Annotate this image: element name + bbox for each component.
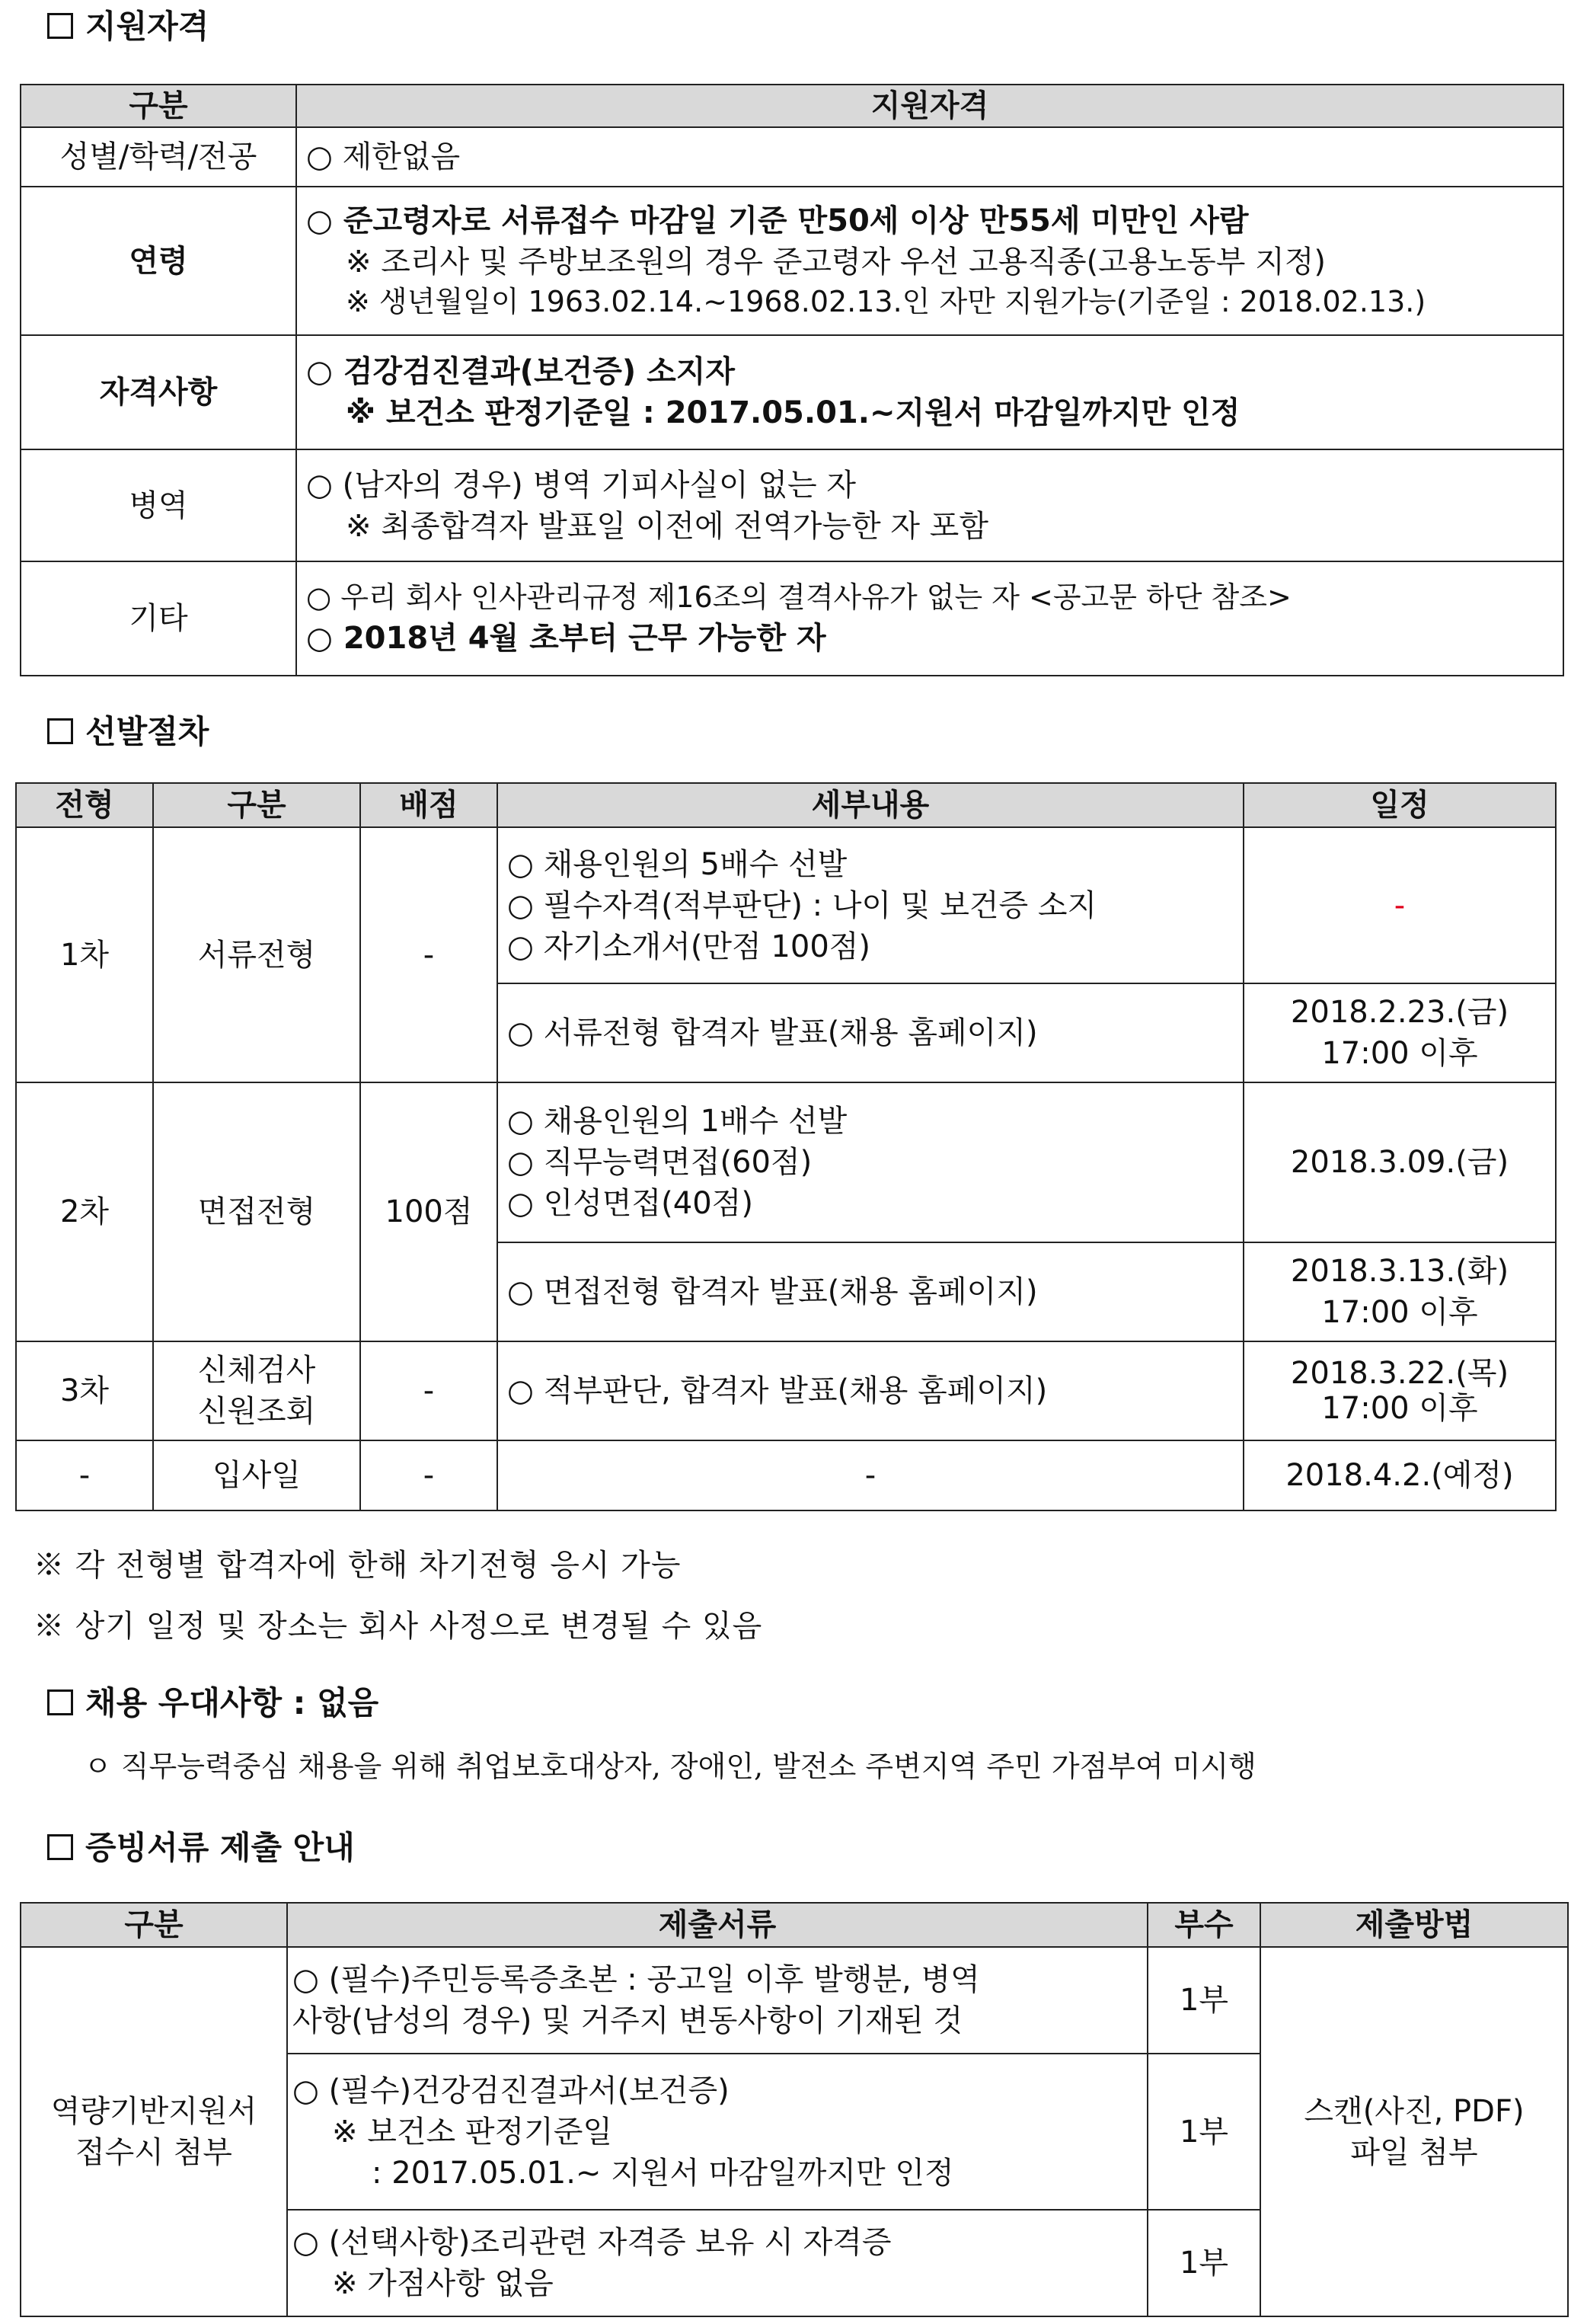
document-item: ○ (필수)건강검진결과서(보건증) ※ 보건소 판정기준일 : 2017.05.01.~ 지원서 마감일까지만 인정 <box>287 2054 1148 2210</box>
row-content: ○ (남자의 경우) 병역 기피사실이 없는 자 ※ 최종합격자 발표일 이전에 전역가능한 자 포함 <box>296 449 1563 561</box>
stage-detail: ○ 서류전형 합격자 발표(채용 홈페이지) <box>497 983 1244 1082</box>
heading-text: 증빙서류 제출 안내 <box>85 1829 355 1866</box>
stage-name: 서류전형 <box>153 827 360 1082</box>
stage-detail: ○ 적부판단, 합격자 발표(채용 홈페이지) <box>497 1341 1244 1440</box>
stage-detail: - <box>497 1440 1244 1510</box>
stage-score: - <box>360 1440 497 1510</box>
stage-number: 3차 <box>16 1341 153 1440</box>
document-item: ○ (필수)주민등록증초본 : 공고일 이후 발행분, 병역 사항(남성의 경우) 및 거주지 변동사항이 기재된 것 <box>287 1947 1148 2054</box>
preference-note: ㅇ 직무능력중심 채용을 위해 취업보호대상자, 장애인, 발전소 주변지역 주민 가점부여 미시행 <box>84 1750 1257 1783</box>
stage-name: 면접전형 <box>153 1082 360 1341</box>
row-content: ○ 준고령자로 서류접수 마감일 기준 만50세 이상 만55세 미만인 사람 ※ 조리사 및 주방보조원의 경우 준고령자 우선 고용직종(고용노동부 지정) ※ 생년월일이 1963.02.14.~1968.02.13.인 자만 지원가능(기준일 : 2018.02.13.) <box>296 187 1563 335</box>
row-label: 연령 <box>21 187 296 335</box>
checkbox-icon <box>47 718 73 744</box>
table-header: 전형 <box>16 783 153 827</box>
table-header: 세부내용 <box>497 783 1244 827</box>
selection-table <box>15 782 1557 1511</box>
stage-date: 2018.3.22.(목) 17:00 이후 <box>1244 1341 1556 1440</box>
heading-text: 선발절차 <box>85 713 209 750</box>
stage-score: - <box>360 1341 497 1440</box>
row-label: 기타 <box>21 561 296 676</box>
note-line: ※ 상기 일정 및 장소는 회사 사정으로 변경될 수 있음 <box>34 1609 763 1644</box>
table-header: 제출서류 <box>287 1903 1148 1947</box>
table-header: 제출방법 <box>1260 1903 1568 1947</box>
stage-detail: ○ 채용인원의 5배수 선발 ○ 필수자격(적부판단) : 나이 및 보건증 소지 ○ 자기소개서(만점 100점) <box>497 827 1244 983</box>
table-header: 일정 <box>1244 783 1556 827</box>
stage-score: 100점 <box>360 1082 497 1341</box>
table-header: 구분 <box>21 85 296 127</box>
section-heading-selection <box>47 713 209 750</box>
stage-date: 2018.2.23.(금) 17:00 이후 <box>1244 983 1556 1082</box>
stage-number: 2차 <box>16 1082 153 1341</box>
stage-date: 2018.3.09.(금) <box>1244 1082 1556 1242</box>
document-category: 역량기반지원서 접수시 첨부 <box>21 1947 287 2316</box>
section-heading-preference <box>47 1684 379 1721</box>
stage-detail: ○ 채용인원의 1배수 선발 ○ 직무능력면접(60점) ○ 인성면접(40점) <box>497 1082 1244 1242</box>
table-header: 지원자격 <box>296 85 1563 127</box>
row-content: ○ 제한없음 <box>296 127 1563 187</box>
stage-name: 신체검사 신원조회 <box>153 1341 360 1440</box>
document-count: 1부 <box>1148 1947 1260 2054</box>
section-heading-qualification <box>47 8 209 45</box>
row-label: 성별/학력/전공 <box>21 127 296 187</box>
table-header: 부수 <box>1148 1903 1260 1947</box>
stage-date: - <box>1244 827 1556 983</box>
stage-detail: ○ 면접전형 합격자 발표(채용 홈페이지) <box>497 1242 1244 1341</box>
checkbox-icon <box>47 1834 73 1860</box>
heading-text: 지원자격 <box>85 8 209 45</box>
note-line: ※ 각 전형별 합격자에 한해 차기전형 응시 가능 <box>34 1548 682 1583</box>
stage-number: - <box>16 1440 153 1510</box>
document-count: 1부 <box>1148 2054 1260 2210</box>
document-item: ○ (선택사항)조리관련 자격증 보유 시 자격증 ※ 가점사항 없음 <box>287 2210 1148 2316</box>
stage-score: - <box>360 827 497 1082</box>
row-content: ○ 우리 회사 인사관리규정 제16조의 결격사유가 없는 자 <공고문 하단 참조> ○ 2018년 4월 초부터 근무 가능한 자 <box>296 561 1563 676</box>
stage-date: 2018.4.2.(예정) <box>1244 1440 1556 1510</box>
document-count: 1부 <box>1148 2210 1260 2316</box>
table-header: 구분 <box>21 1903 287 1947</box>
stage-name: 입사일 <box>153 1440 360 1510</box>
stage-number: 1차 <box>16 827 153 1082</box>
qualification-table <box>20 84 1564 676</box>
checkbox-icon <box>47 1689 73 1715</box>
submission-method: 스캔(사진, PDF) 파일 첨부 <box>1260 1947 1568 2316</box>
row-label: 병역 <box>21 449 296 561</box>
table-header: 배점 <box>360 783 497 827</box>
documents-table <box>20 1902 1569 2317</box>
table-header: 구분 <box>153 783 360 827</box>
section-heading-documents <box>47 1829 355 1866</box>
row-content: ○ 검강검진결과(보건증) 소지자 ※ 보건소 판정기준일 : 2017.05.01.~지원서 마감일까지만 인정 <box>296 335 1563 449</box>
checkbox-icon <box>47 13 73 39</box>
row-label: 자격사항 <box>21 335 296 449</box>
stage-date: 2018.3.13.(화) 17:00 이후 <box>1244 1242 1556 1341</box>
heading-text: 채용 우대사항 : 없음 <box>85 1684 379 1721</box>
